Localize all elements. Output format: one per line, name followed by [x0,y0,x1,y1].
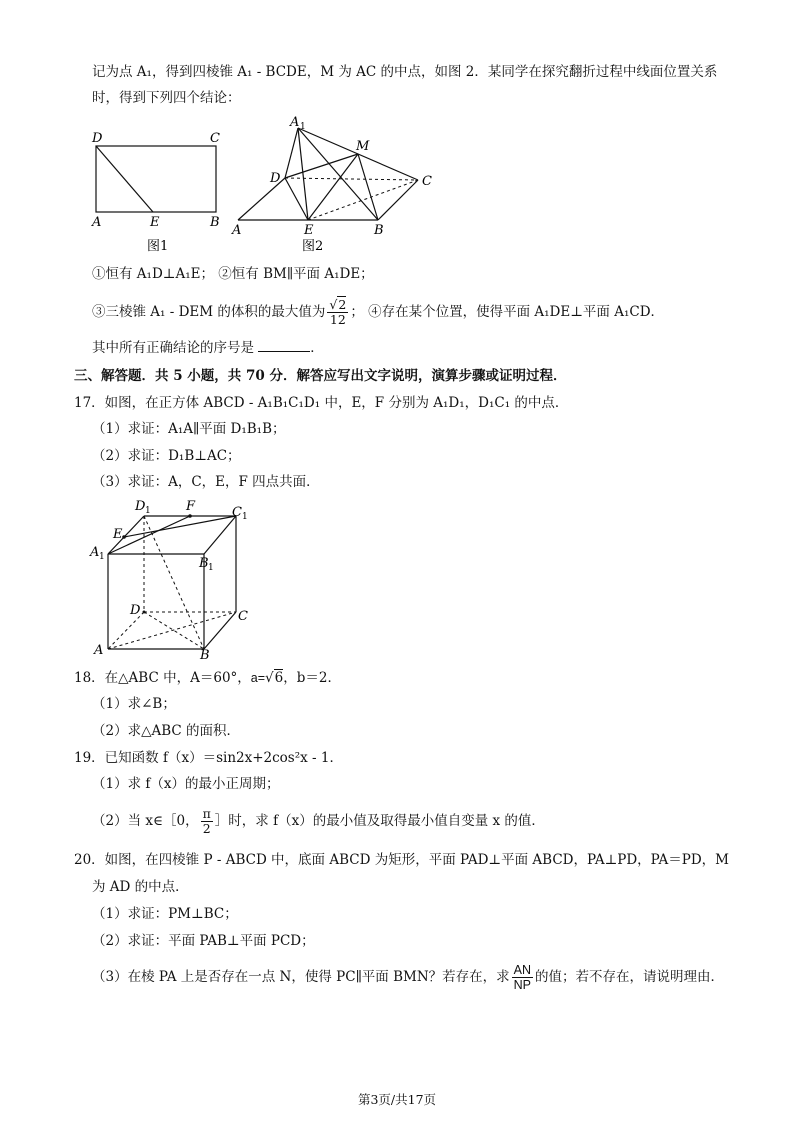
cube-label-F: F [186,499,196,514]
fig2-label-D: D [270,171,281,186]
fig2-label-C: C [422,174,432,189]
fig1-segment-DE [96,146,153,212]
q19-stem: 19．已知函数 f（x）＝sin2x+2cos²x - 1． [74,750,343,766]
fig1-label-C: C [210,131,220,146]
volume-fraction: $\frac{√2}{12}$ [329,297,347,327]
volume-radicand: 2 [338,297,347,312]
q18-part-2: （2）求△ABC 的面积． [92,723,241,739]
conclusion-4-text: ； ④存在某个位置，使得平面 A₁DE⊥平面 A₁CD． [350,304,665,320]
svg-text:1: 1 [99,552,105,562]
fig2-label-A: A [232,223,242,238]
cube-label-D: D [130,603,141,618]
q19-part-2 [92,800,545,842]
page-footer: 第3页/共17页 [357,1092,437,1107]
q18-a: a= [250,671,266,685]
q20-frac-num: AN [513,963,532,977]
q20-part-3-end: 的值；若不存在，请说明理由． [535,969,725,985]
q19-part-2-end: ］时，求 f（x）的最小值及取得最小值自变量 x 的值． [214,813,545,829]
fig2-label-A1-sub: 1 [300,122,306,132]
cube-label-C: C [238,609,248,624]
fig1-label-B: B [210,215,220,230]
fig2-label-E: E [304,223,314,238]
svg-text:1: 1 [208,563,214,573]
q18-stem-text: 18．在△ABC 中，A＝60°， [74,670,251,686]
q19-frac-den: 2 [202,821,211,836]
fig2-label-A1: A [290,115,300,130]
svg-text:1: 1 [145,506,151,516]
answer-blank [258,339,310,352]
volume-denominator: 12 [329,312,346,327]
q19-fraction [201,807,213,836]
cube-label-C1: C [232,505,242,520]
figure-1 [86,126,226,256]
q20-part-3 [92,956,724,998]
fig1-caption: 图1 [147,239,169,254]
cube-figure [86,494,266,662]
q20-part-1: （1）求证：PM⊥BC； [92,906,238,922]
q17-part-3: （3）求证：A，C，E，F 四点共面． [92,474,320,490]
cube-label-B: B [200,648,210,662]
q19-part-1: （1）求 f（x）的最小正周期； [92,776,280,792]
q18-part-1: （1）求∠B； [92,696,176,712]
conclusions-line-3 [92,338,324,358]
q18-radicand: 6 [274,670,284,686]
conclusions-line-1: ①恒有 A₁D⊥A₁E； ②恒有 BM∥平面 A₁DE； [92,266,374,282]
answer-end: ． [310,340,324,356]
intro-line-1: 记为点 A₁，得到四棱锥 A₁ - BCDE，M 为 AC 的中点，如图 2．某同学在探究翻折过程中线面位置关系 [92,64,718,80]
figure-2 [228,110,448,256]
q20-part-3-start: （3）在棱 PA 上是否存在一点 N，使得 PC∥平面 BMN？若存在，求 [92,969,510,985]
conclusions-line-2 [92,292,664,332]
svg-text:1: 1 [242,512,248,522]
q19-part-2-start: （2）当 x∈［0， [92,813,199,829]
q18-stem-end: ，b＝2． [283,670,341,686]
fig1-label-D: D [92,131,103,146]
q17-part-2: （2）求证：D₁B⊥AC； [92,448,241,464]
intro-line-2: 时，得到下列四个结论： [92,90,241,106]
q17-part-1: （1）求证：A₁A∥平面 D₁B₁B； [92,421,286,437]
q20-part-2: （2）求证：平面 PAB⊥平面 PCD； [92,933,315,949]
q20-stem-1: 20．如图，在四棱锥 P - ABCD 中，底面 ABCD 为矩形，平面 PAD⊥平面 ABCD，PA⊥PD，PA＝PD，M [74,852,730,868]
q17-stem: 17．如图，在正方体 ABCD - A₁B₁C₁D₁ 中，E，F 分别为 A₁D₁，D₁C₁ 的中点． [74,395,569,411]
fig2-label-B: B [374,223,384,238]
conclusion-3-text: ③三棱锥 A₁ - DEM 的体积的最大值为 [92,304,326,320]
fig1-rectangle [96,146,216,212]
q20-stem-2: 为 AD 的中点． [92,879,189,895]
cube-label-A: A [94,643,104,658]
fig1-label-A: A [92,215,102,230]
fig2-label-M: M [356,139,370,154]
cube-label-D1: D [135,499,146,514]
answer-prompt: 其中所有正确结论的序号是 [92,340,254,356]
fig2-caption: 图2 [302,239,324,254]
section-3-heading: 三、解答题．共 5 小题，共 70 分．解答应写出文字说明，演算步骤或证明过程． [74,368,567,384]
cube-label-E: E [113,527,123,542]
cube-label-A1: A [90,545,100,560]
q20-fraction [512,963,533,992]
fig1-label-E: E [150,215,160,230]
q19-frac-num: π [202,806,211,821]
q18-stem: 18．在△ABC 中，A＝60°，a=√6，b＝2． [74,670,341,686]
q20-frac-den: NP [513,978,532,992]
cube-label-B1: B [199,556,209,571]
